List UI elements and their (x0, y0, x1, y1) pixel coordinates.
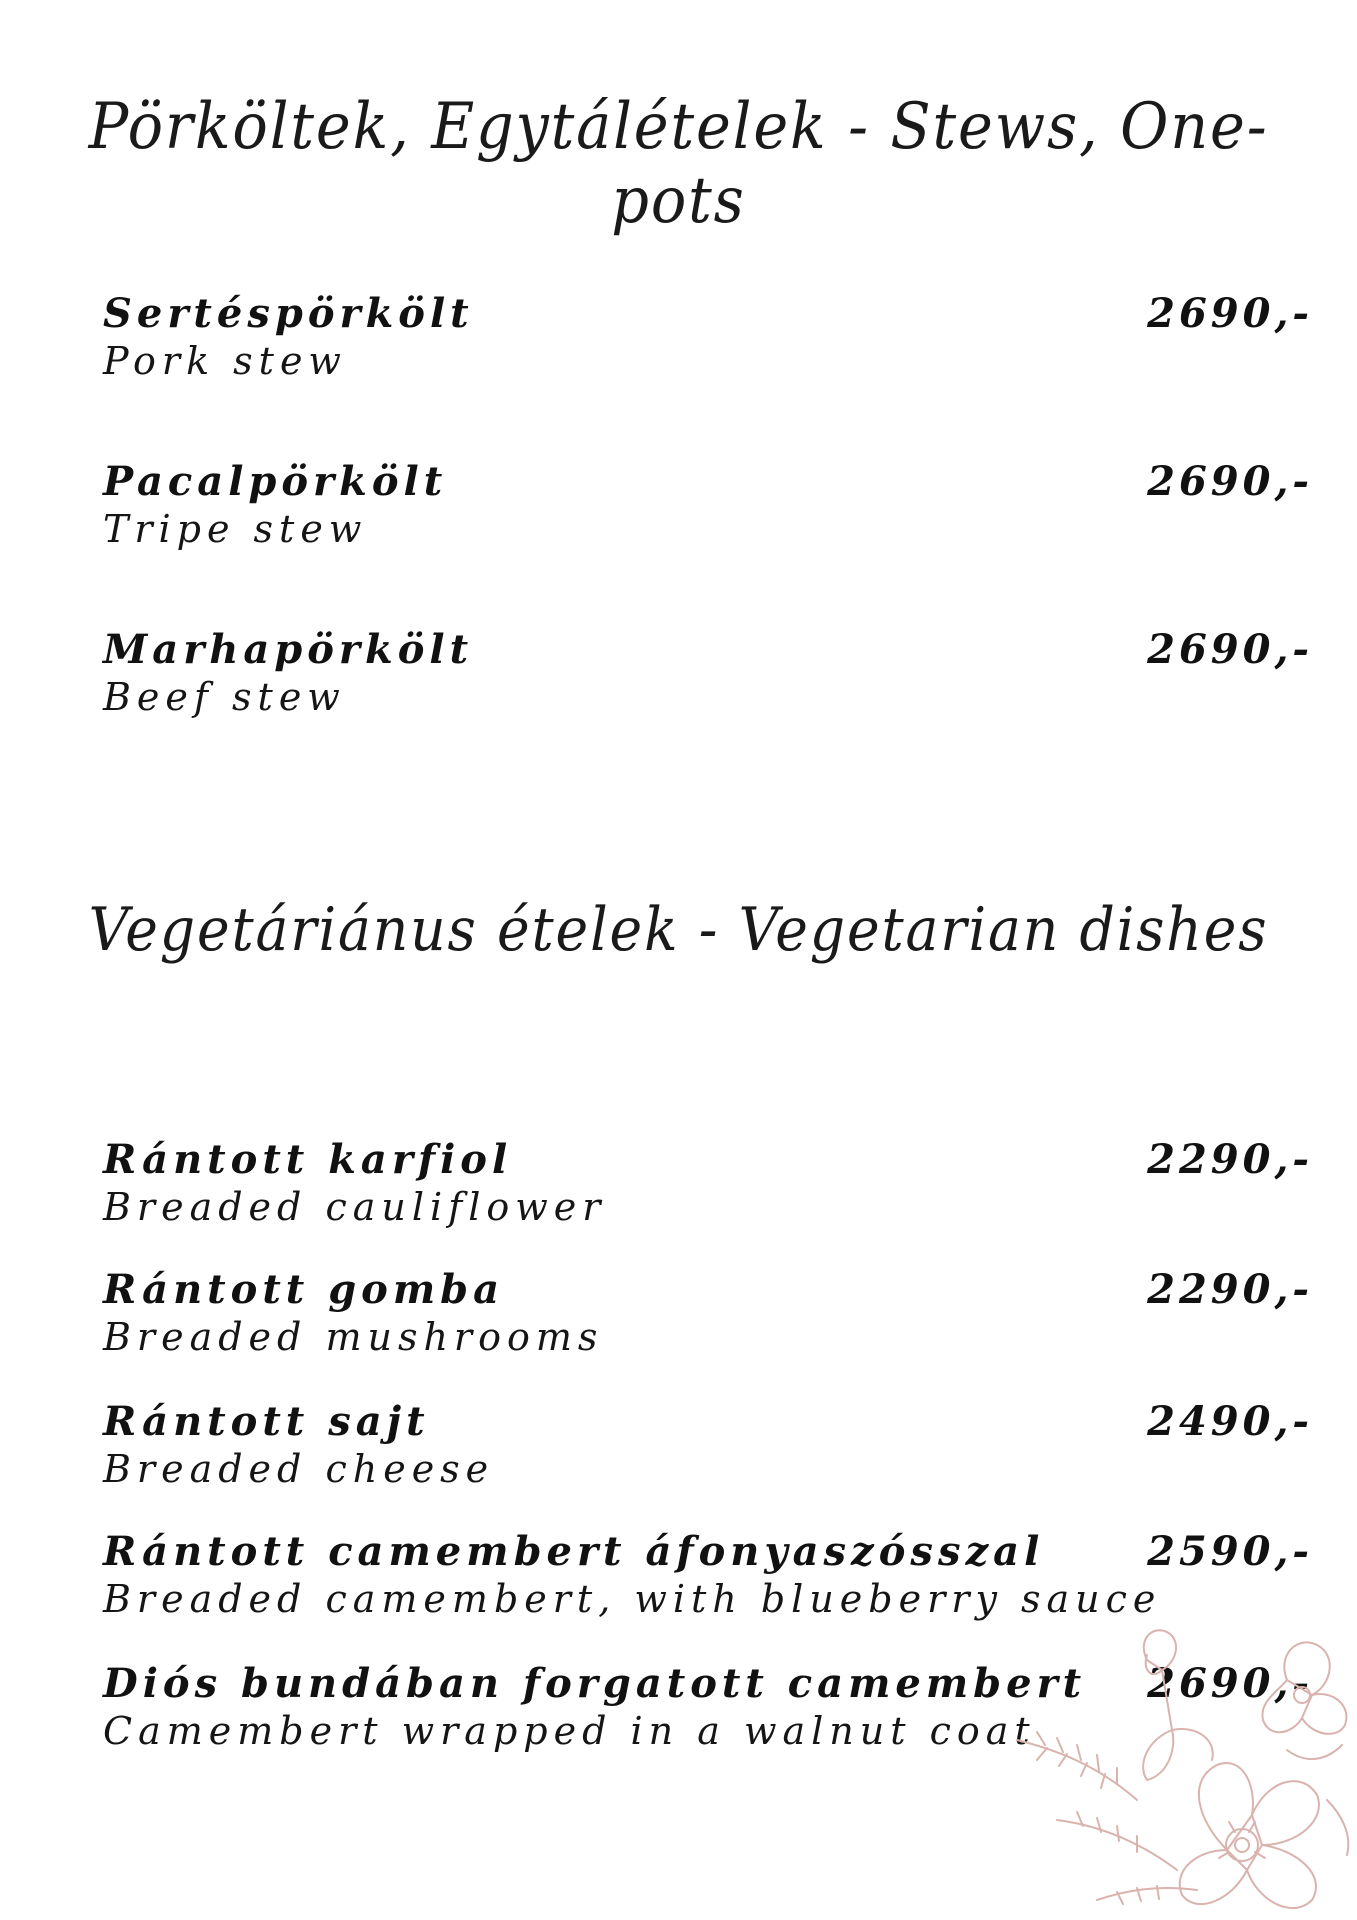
item-price: 2290,- (1147, 1136, 1313, 1183)
menu-item (103, 458, 1313, 552)
item-price: 2690,- (1147, 1660, 1313, 1707)
menu-item (103, 626, 1313, 720)
item-price: 2290,- (1147, 1266, 1313, 1313)
section-title-stews: Pörköltek, Egytálételek - Stews, One-pots (88, 90, 1269, 238)
item-name: Marhapörkölt (103, 626, 474, 673)
item-description: Beef stew (103, 675, 346, 719)
item-name: Rántott sajt (103, 1398, 430, 1445)
item-description: Breaded cauliflower (103, 1185, 607, 1229)
menu-item (103, 1266, 1313, 1360)
item-price: 2590,- (1147, 1528, 1313, 1575)
menu-item (103, 290, 1313, 384)
item-description: Breaded cheese (103, 1447, 495, 1491)
menu-item (103, 1136, 1313, 1230)
item-description: Camembert wrapped in a walnut coat (103, 1709, 1036, 1753)
section-title-vegetarian: Vegetáriánus ételek - Vegetarian dishes (88, 895, 1269, 965)
item-price: 2690,- (1147, 290, 1313, 337)
item-description: Pork stew (103, 339, 347, 383)
item-description: Tripe stew (103, 507, 368, 551)
item-price: 2490,- (1147, 1398, 1313, 1445)
item-name: Rántott gomba (103, 1266, 505, 1313)
item-name: Diós bundában forgatott camembert (103, 1660, 1087, 1707)
item-description: Breaded camembert, with blueberry sauce (103, 1577, 1162, 1621)
item-description: Breaded mushrooms (103, 1315, 604, 1359)
floral-illustration-icon (997, 1600, 1357, 1920)
item-name: Rántott karfiol (103, 1136, 513, 1183)
item-name: Rántott camembert áfonyaszósszal (103, 1528, 1045, 1575)
item-price: 2690,- (1147, 458, 1313, 505)
item-name: Sertéspörkölt (103, 290, 474, 337)
menu-item (103, 1398, 1313, 1492)
item-name: Pacalpörkölt (103, 458, 448, 505)
item-price: 2690,- (1147, 626, 1313, 673)
